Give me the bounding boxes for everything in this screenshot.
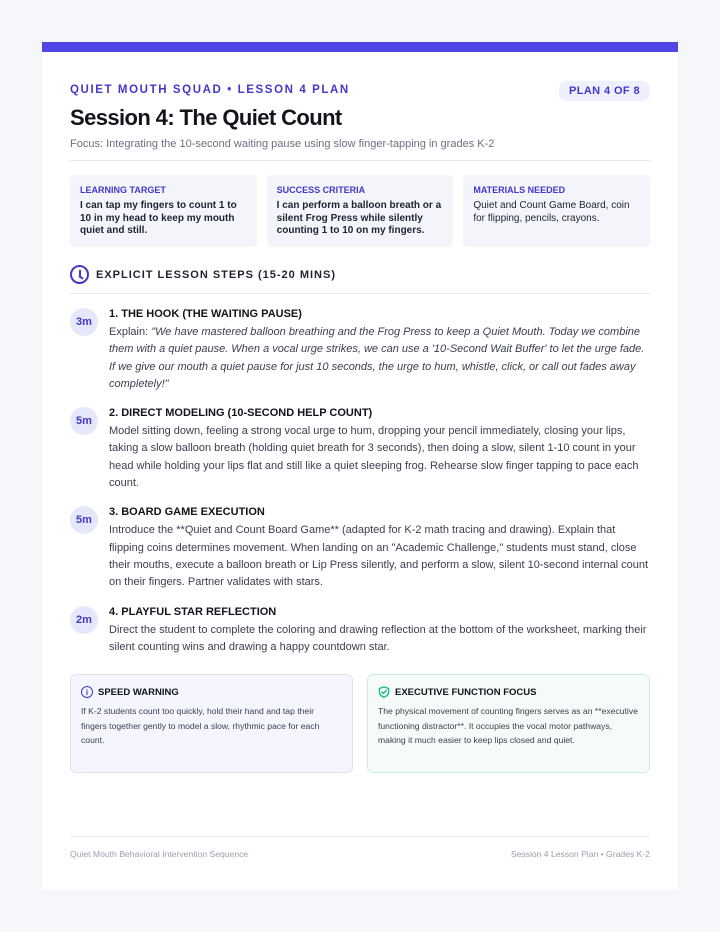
success-criteria-card xyxy=(267,175,454,247)
step-text: Model sitting down, feeling a strong vocal urge to hum, dropping your pencil immediately, closing your lips, taking a slow balloon breath (holding quiet breath for 3 seconds), then doing a slow, silent 1-10 count in your head while holding your lips flat and still like a quiet sleeping frog. Rehearse slow finger tapping to pace each count. xyxy=(109,425,639,490)
card-text: I can perform a balloon breath or a silent Frog Press while silently counting 1 to 10 on my fingers. xyxy=(276,200,442,236)
card-text: I can tap my fingers to count 1 to 10 in my head to keep my mouth quiet and still. xyxy=(80,200,237,236)
info-icon: i xyxy=(81,686,93,698)
footer-right-text: Session 4 Lesson Plan • Grades K-2 xyxy=(510,849,650,859)
page-header xyxy=(70,84,650,150)
step-title: 4. PLAYFUL STAR REFLECTION xyxy=(109,605,277,618)
card-heading: LEARNING TARGET xyxy=(80,185,166,195)
callout-text: If K-2 students count too quickly, hold their hand and tap their fingers together gently to model a slow, rhythmic pace for each count. xyxy=(81,706,320,746)
lesson-step xyxy=(70,308,650,393)
duration-badge: 5m xyxy=(70,506,98,534)
steps-section-heading xyxy=(70,265,650,284)
lesson-step xyxy=(70,506,650,591)
lesson-step xyxy=(70,407,650,492)
learning-target-card xyxy=(70,175,257,247)
focus-subtitle: Focus: Integrating the 10-second waiting pause using slow finger-tapping in grades K-2 xyxy=(70,138,495,150)
lesson-plan-page xyxy=(42,42,678,890)
lesson-step xyxy=(70,606,650,657)
callout-notes xyxy=(70,674,650,773)
header-divider xyxy=(70,160,650,161)
step-title: 1. THE HOOK (THE WAITING PAUSE) xyxy=(109,308,302,320)
step-quote: "We have mastered balloon breathing and the Frog Press to keep a Quiet Mouth. Today we combine them with a quiet pause. When a vocal urge strikes, we can use a '10-Second Wait Buffer' to let the urge fade. If we give our mouth a quiet pause for just 10 seconds, the urge to hum, whistle, click, or call out fades away completely!" xyxy=(109,326,645,390)
card-heading: MATERIALS NEEDED xyxy=(473,185,566,195)
step-text: Introduce the **Quiet and Count Board Game** (adapted for K-2 math tracing and drawing). Explain that flipping coins determines movement. When landing on an "Academic Challenge," students must stand, close their mouths, execute a balloon breath or Lip Press silently, and perform a slow, silent 10-second internal count on their fingers. Partner validates with stars. xyxy=(109,524,649,589)
plan-badge: PLAN 4 OF 8 xyxy=(559,81,650,101)
duration-badge: 2m xyxy=(70,606,98,634)
materials-needed-card xyxy=(463,175,650,247)
duration-badge: 5m xyxy=(70,407,98,435)
page-footer xyxy=(70,849,650,859)
step-title: 3. BOARD GAME EXECUTION xyxy=(109,506,265,519)
shield-check-icon xyxy=(378,686,390,698)
footer-divider xyxy=(70,836,650,837)
clock-icon xyxy=(70,265,89,284)
callout-text: The physical movement of counting fingers serves as an **executive functioning distractor**. It occupies the vocal motor pathways, making it much easier to keep lips closed and quiet. xyxy=(378,706,638,746)
card-heading: SUCCESS CRITERIA xyxy=(276,185,366,195)
callout-heading: EXECUTIVE FUNCTION FOCUS xyxy=(395,686,537,698)
card-text: Quiet and Count Game Board, coin for flipping, pencils, crayons. xyxy=(473,200,630,224)
steps-heading-label: EXPLICIT LESSON STEPS (15-20 MINS) xyxy=(96,268,336,281)
duration-badge: 3m xyxy=(70,308,98,336)
footer-left-text: Quiet Mouth Behavioral Intervention Sequence xyxy=(70,849,249,859)
steps-divider xyxy=(70,293,650,294)
page-title: Session 4: The Quiet Count xyxy=(70,105,342,130)
executive-function-callout xyxy=(367,674,650,773)
objective-cards xyxy=(70,175,650,247)
step-text xyxy=(109,324,650,393)
step-text-prefix: Explain: xyxy=(109,326,152,338)
callout-heading: SPEED WARNING xyxy=(98,686,179,698)
speed-warning-callout xyxy=(70,674,353,773)
step-title: 2. DIRECT MODELING (10-SECOND HELP COUNT) xyxy=(109,407,373,420)
lesson-eyebrow: QUIET MOUTH SQUAD • LESSON 4 PLAN xyxy=(70,84,350,96)
step-text: Direct the student to complete the coloring and drawing reflection at the bottom of the worksheet, marking their silent counting wins and drawing a happy countdown star. xyxy=(109,623,647,653)
accent-top-bar xyxy=(42,42,678,52)
